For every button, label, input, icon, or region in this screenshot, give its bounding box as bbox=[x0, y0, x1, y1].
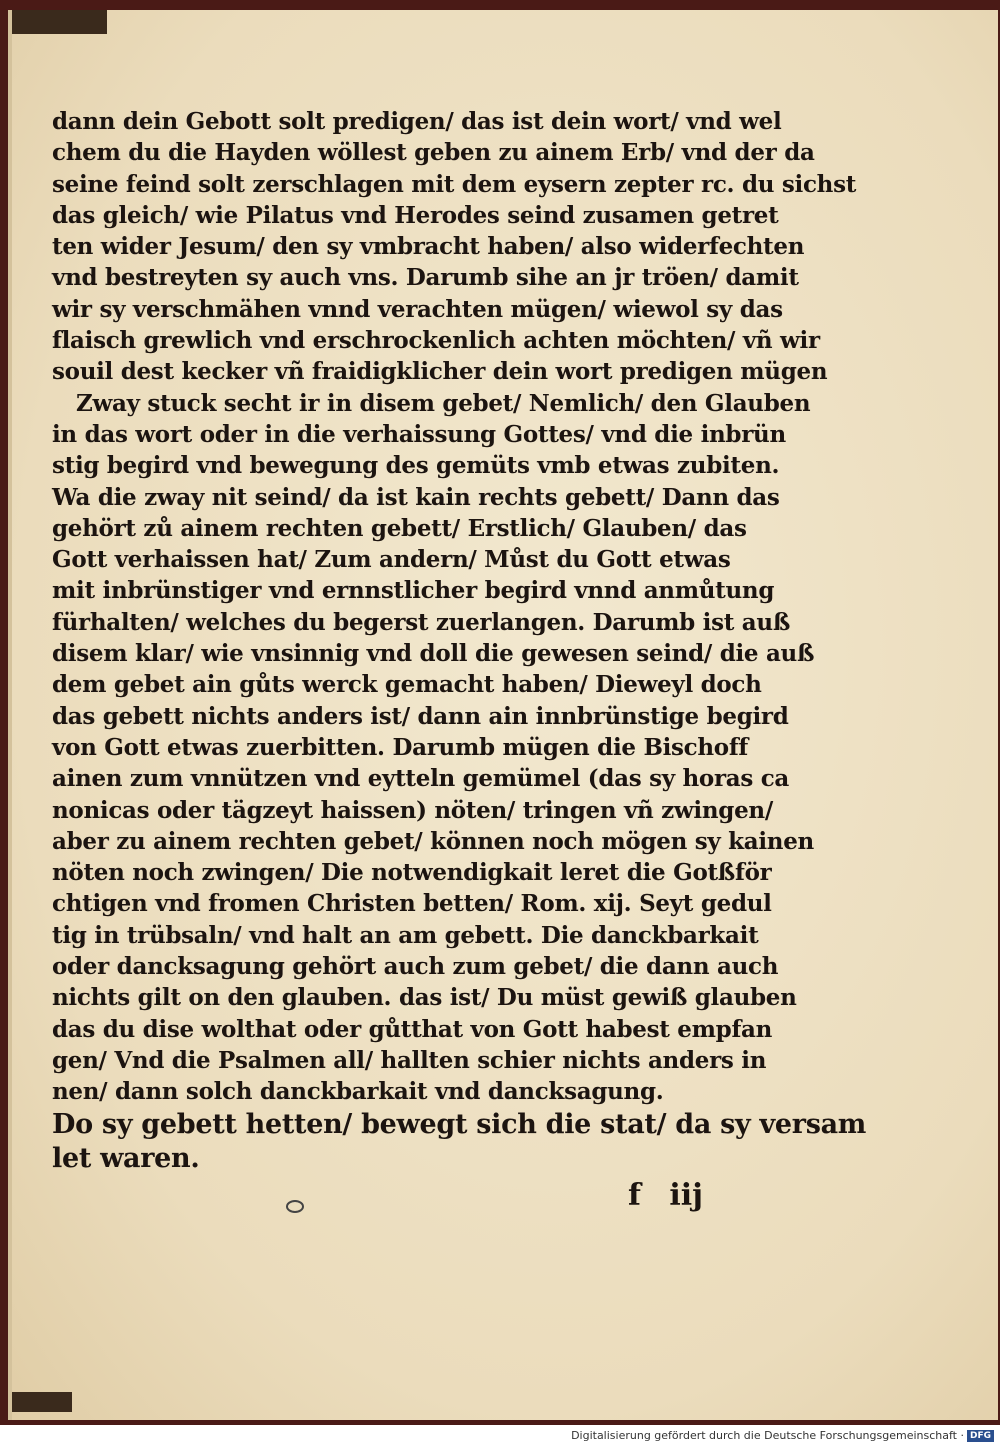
text-line: oder dancksagung gehört auch zum gebet/ die dann auch bbox=[52, 953, 779, 981]
text-line: Wa die zway nit seind/ da ist kain rechts gebett/ Dann das bbox=[52, 483, 780, 511]
text-line: tig in trübsaln/ vnd halt an am gebett. Die danckbarkait bbox=[52, 921, 759, 949]
text-line: fürhalten/ welches du begerst zuerlangen. Darumb ist auß bbox=[52, 608, 790, 636]
text-line: dann dein Gebott solt predigen/ das ist dein wort/ vnd wel bbox=[52, 108, 782, 135]
body-text bbox=[52, 106, 867, 1176]
text-line: gehört zů ainem rechten gebett/ Erstlich/ Glauben/ das bbox=[52, 514, 747, 542]
text-line: in das wort oder in die verhaissung Gottes/ vnd die inbrün bbox=[52, 420, 786, 448]
text-line: das gebett nichts anders ist/ dann ain innbrünstige begird bbox=[52, 702, 789, 730]
closing-line: Do sy gebett hetten/ bewegt sich die stat/ da sy versam bbox=[52, 1108, 867, 1140]
text-line: nichts gilt on den glauben. das ist/ Du müst gewiß glauben bbox=[52, 984, 797, 1012]
text-line: mit inbrünstiger vnd ernnstlicher begird vnnd anmůtung bbox=[52, 577, 775, 605]
text-line: Gott verhaissen hat/ Zum andern/ Můst du Gott etwas bbox=[52, 546, 731, 574]
text-line: flaisch grewlich vnd erschrockenlich achten möchten/ vñ wir bbox=[52, 327, 820, 355]
page-corner-mark bbox=[12, 10, 107, 34]
text-line: Zway stuck secht ir in disem gebet/ Nemlich/ den Glauben bbox=[76, 389, 811, 417]
text-line: seine feind solt zerschlagen mit dem eysern zepter rc. du sichst bbox=[52, 170, 857, 198]
text-line: chtigen vnd fromen Christen betten/ Rom. xij. Seyt gedul bbox=[52, 890, 772, 918]
text-line: das du dise wolthat oder gůtthat von Gott habest empfan bbox=[52, 1015, 773, 1043]
credit-text: Digitalisierung gefördert durch die Deutsche Forschungsgemeinschaft · bbox=[571, 1429, 964, 1442]
text-line: dem gebet ain gůts werck gemacht haben/ Dieweyl doch bbox=[52, 671, 762, 699]
text-line: ten wider Jesum/ den sy vmbracht haben/ also widerfechten bbox=[52, 233, 805, 261]
text-line: von Gott etwas zuerbitten. Darumb mügen die Bischoff bbox=[52, 733, 749, 761]
text-line: vnd bestreyten sy auch vns. Darumb sihe an jr tröen/ damit bbox=[52, 264, 799, 292]
text-line: aber zu ainem rechten gebet/ können noch mögen sy kainen bbox=[52, 827, 814, 855]
page-corner-mark-bottom bbox=[12, 1392, 72, 1412]
text-line: chem du die Hayden wöllest geben zu ainem Erb/ vnd der da bbox=[52, 139, 815, 167]
closing-line: let waren. bbox=[52, 1142, 200, 1174]
dfg-logo-icon: DFG bbox=[967, 1430, 994, 1442]
text-line: ainen zum vnnützen vnd eytteln gemümel (das sy horas ca bbox=[52, 765, 790, 793]
text-line: wir sy verschmähen vnnd verachten mügen/ wiewol sy das bbox=[52, 295, 783, 323]
text-line: nonicas oder tägzeyt haissen) nöten/ tringen vñ zwingen/ bbox=[52, 796, 773, 824]
text-line: souil dest kecker vñ fraidigklicher dein wort predigen mügen bbox=[52, 358, 828, 386]
signature-mark: f iij bbox=[628, 1178, 703, 1213]
text-line: nöten noch zwingen/ Die notwendigkait leret die Gotßför bbox=[52, 859, 772, 887]
digitization-credit bbox=[571, 1429, 994, 1442]
ring-mark-icon bbox=[286, 1200, 304, 1213]
text-line: disem klar/ wie vnsinnig vnd doll die gewesen seind/ die auß bbox=[52, 640, 815, 668]
text-line: das gleich/ wie Pilatus vnd Herodes seind zusamen getret bbox=[52, 201, 779, 229]
text-line: stig begird vnd bewegung des gemüts vmb etwas zubiten. bbox=[52, 452, 780, 480]
text-line: gen/ Vnd die Psalmen all/ hallten schier nichts anders in bbox=[52, 1046, 767, 1074]
text-line: nen/ dann solch danckbarkait vnd dancksagung. bbox=[52, 1078, 664, 1106]
